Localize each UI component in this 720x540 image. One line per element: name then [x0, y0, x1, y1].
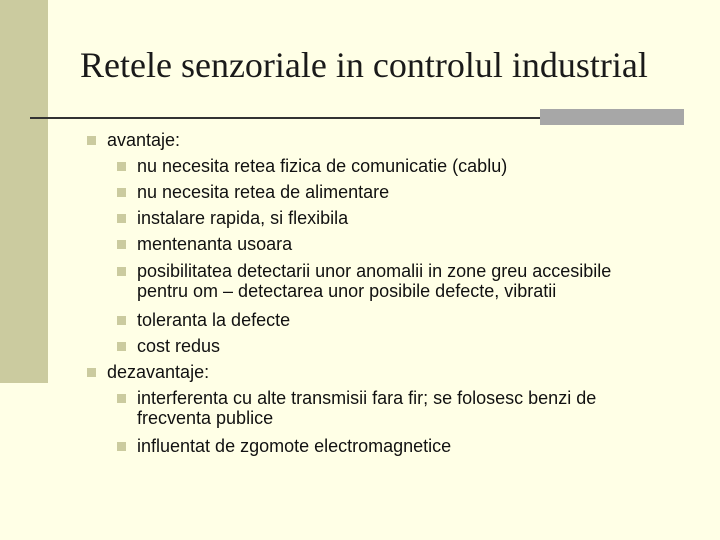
- list-item: cost redus: [137, 336, 221, 356]
- list-item: toleranta la defecte: [137, 310, 291, 330]
- square-bullet-icon: [87, 136, 96, 145]
- square-bullet-icon: [117, 267, 126, 276]
- list-item: interferenta cu alte transmisii fara fir; se folosesc benzi de frecventa publice: [137, 388, 597, 428]
- square-bullet-icon: [117, 188, 126, 197]
- square-bullet-icon: [117, 240, 126, 249]
- square-bullet-icon: [117, 342, 126, 351]
- list-item: instalare rapida, si flexibila: [137, 208, 349, 228]
- list-item: nu necesita retea fizica de comunicatie (cablu): [137, 156, 508, 176]
- list-item: nu necesita retea de alimentare: [137, 182, 390, 202]
- list-item: posibilitatea detectarii unor anomalii in zone greu accesibile pentru om – detectarea unor posibile defecte, vibratii: [137, 261, 612, 301]
- square-bullet-icon: [87, 368, 96, 377]
- section-label-dezavantaje: dezavantaje:: [107, 362, 210, 382]
- square-bullet-icon: [117, 442, 126, 451]
- decorative-side-bar: [0, 0, 48, 383]
- title-underline-block: [540, 109, 684, 125]
- list-item: influentat de zgomote electromagnetice: [137, 436, 452, 456]
- square-bullet-icon: [117, 214, 126, 223]
- square-bullet-icon: [117, 394, 126, 403]
- slide-title: Retele senzoriale in controlul industrial: [80, 45, 648, 85]
- list-item: mentenanta usoara: [137, 234, 293, 254]
- section-label-avantaje: avantaje:: [107, 130, 181, 150]
- square-bullet-icon: [117, 316, 126, 325]
- square-bullet-icon: [117, 162, 126, 171]
